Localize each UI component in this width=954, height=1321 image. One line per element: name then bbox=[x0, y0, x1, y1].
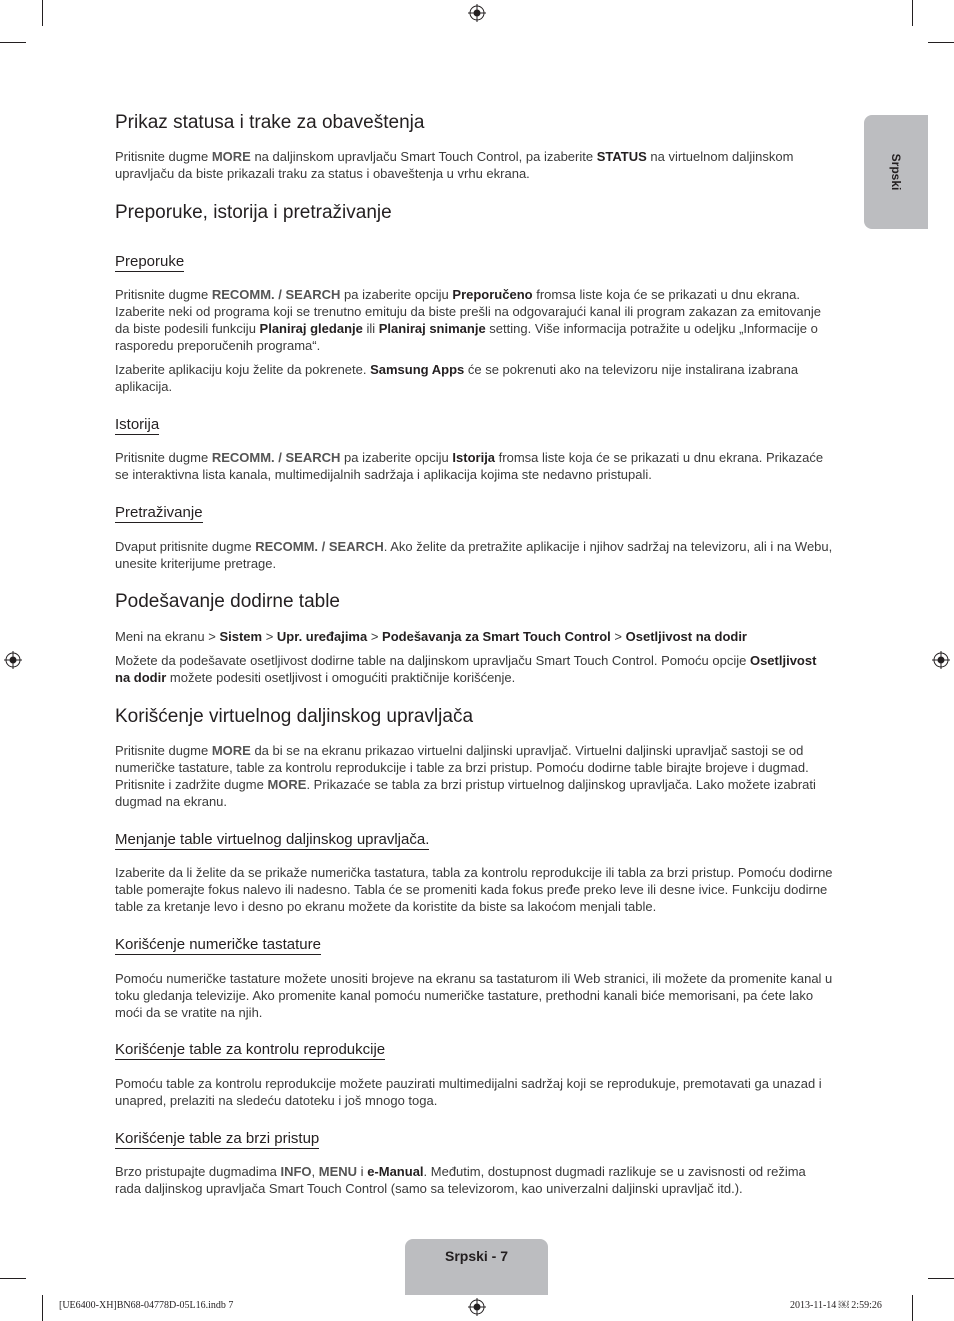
paragraph-change-panel: Izaberite da li želite da se prikaže numerička tastatura, tabla za kontrolu reprodukcije ili tabla za brzi pristup. Pomoću dodirne table pomerajte fokus nalevo ili nadesno. Tabla će se promeniti kada fokus pređe preko leve ili desne ivice. Funkciju dodirne table za kretanje levo i desno po ekranu možete da koristite da biste sa lakoćom menjali table. bbox=[115, 865, 833, 914]
print-slug-right: 2013-11-14 ￼ 2:59:26 bbox=[790, 1300, 882, 1311]
subsection-title-pretrazivanje: Pretraživanje bbox=[115, 504, 203, 521]
print-slug-left: [UE6400-XH]BN68-04778D-05L16.indb 7 bbox=[59, 1300, 234, 1311]
paragraph-touchpad: Možete da podešavate osetljivost dodirne table na daljinskom upravljaču Smart Touch Control. Pomoću opcije Osetljivost na dodir možete podesiti osetljivost i omogućiti praktičnije korišćenje. bbox=[115, 653, 817, 685]
crop-mark bbox=[0, 1278, 26, 1279]
paragraph-pretrazivanje: Dvaput pritisnite dugme RECOMM. / SEARCH. Ako želite da pretražite aplikacije i njihov sadržaj na televizoru, ali i na Webu, unesite kriterijume pretrage. bbox=[115, 539, 833, 571]
side-tab-label: Srpski bbox=[889, 153, 903, 191]
crop-mark bbox=[42, 1295, 43, 1321]
subsection-title-playback-panel: Korišćenje table za kontrolu reprodukcije bbox=[115, 1041, 386, 1058]
paragraph-playback-panel: Pomoću table za kontrolu reprodukcije možete pauzirati multimedijalni sadržaj koji se reprodukuje, premotavati ga unazad i unapred, prelaziti na sledeću datoteku i još mnogo toga. bbox=[115, 1076, 822, 1108]
crop-mark bbox=[928, 1278, 954, 1279]
registration-mark-icon bbox=[4, 651, 22, 669]
subsection-title-istorija: Istorija bbox=[115, 416, 160, 433]
paragraph-istorija: Pritisnite dugme RECOMM. / SEARCH pa izaberite opciju Istorija fromsa liste koja će se prikazati u dnu ekrana. Prikazaće se interaktivna lista kanala, multimedijalnih sadržaja i aplikacija kojima ste nedavno pristupali. bbox=[115, 450, 824, 482]
registration-mark-icon bbox=[468, 4, 486, 22]
registration-mark-icon bbox=[468, 1298, 486, 1316]
crop-mark bbox=[912, 0, 913, 26]
subsection-title-preporuke: Preporuke bbox=[115, 253, 185, 270]
paragraph-preporuke-2: Izaberite aplikaciju koju želite da pokrenete. Samsung Apps će se pokrenuti ako na televizoru nije instalirana izabrana aplikacija. bbox=[115, 362, 799, 394]
crop-mark bbox=[42, 0, 43, 26]
section-title-touchpad: Podešavanje dodirne table bbox=[115, 591, 341, 612]
section-title-virtual-remote: Korišćenje virtuelnog daljinskog upravljača bbox=[115, 706, 474, 727]
paragraph-quick-access: Brzo pristupajte dugmadima INFO, MENU i e-Manual. Međutim, dostupnost dugmadi razlikuje se u zavisnosti od režima rada daljinskog upravljača Smart Touch Control (samo sa televizorom, kao univerzalni daljinski upravljač itd.). bbox=[115, 1164, 806, 1196]
subsection-title-change-panel: Menjanje table virtuelnog daljinskog upravljača. bbox=[115, 831, 430, 848]
section-title-recommendations: Preporuke, istorija i pretraživanje bbox=[115, 202, 392, 223]
subsection-title-quick-access: Korišćenje table za brzi pristup bbox=[115, 1130, 320, 1147]
page-number-tab bbox=[405, 1239, 548, 1295]
crop-mark bbox=[912, 1295, 913, 1321]
subsection-title-numeric-keypad: Korišćenje numeričke tastature bbox=[115, 936, 321, 953]
menu-path-touchpad: Meni na ekranu > Sistem > Upr. uređajima > Podešavanja za Smart Touch Control > Osetljivost na dodir bbox=[115, 629, 747, 644]
paragraph-virtual-remote: Pritisnite dugme MORE da bi se na ekranu prikazao virtuelni daljinski upravljač. Virtuelni daljinski upravljač sastoji se od numeričke tastature, table za kontrolu reprodukcije i table za brzi pristup. Pomoću dodirne table birajte brojeve i dugmad. Pritisnite i zadržite dugme MORE. Prikazaće se tabla za brzi pristup virtuelnog daljinskog upravljača. Lako možete izabrati dugmad na ekranu. bbox=[115, 743, 816, 809]
registration-mark-icon bbox=[932, 651, 950, 669]
language-side-tab bbox=[864, 115, 928, 229]
page-number-label: Srpski - 7 bbox=[444, 1248, 509, 1264]
crop-mark bbox=[0, 42, 26, 43]
paragraph-preporuke-1: Pritisnite dugme RECOMM. / SEARCH pa izaberite opciju Preporučeno fromsa liste koja će se prikazati u dnu ekrana. Izaberite neki od programa koji se trenutno emituju da biste prešli na odgovarajući kanal ili program zakazan za emitovanje da biste podesili funkciju Planiraj gledanje ili Planiraj snimanje setting. Više informacija potražite u odeljku „Informacije o rasporedu preporučenih programa“. bbox=[115, 287, 821, 353]
crop-mark bbox=[928, 42, 954, 43]
section-title-status: Prikaz statusa i trake za obaveštenja bbox=[115, 112, 425, 133]
paragraph-status: Pritisnite dugme MORE na daljinskom upravljaču Smart Touch Control, pa izaberite STATUS na virtuelnom daljinskom upravljaču da biste prikazali traku za status i obaveštenja u vrhu ekrana. bbox=[115, 149, 794, 181]
paragraph-numeric-keypad: Pomoću numeričke tastature možete unositi brojeve na ekranu sa tastaturom ili Web stranici, ili možete da promenite kanal u toku gledanja televizije. Ako promenite kanal pomoću numeričke tastature, prethodni kanali biće memorisani, pa ćete lako moći da se vratite na njih. bbox=[115, 971, 833, 1020]
